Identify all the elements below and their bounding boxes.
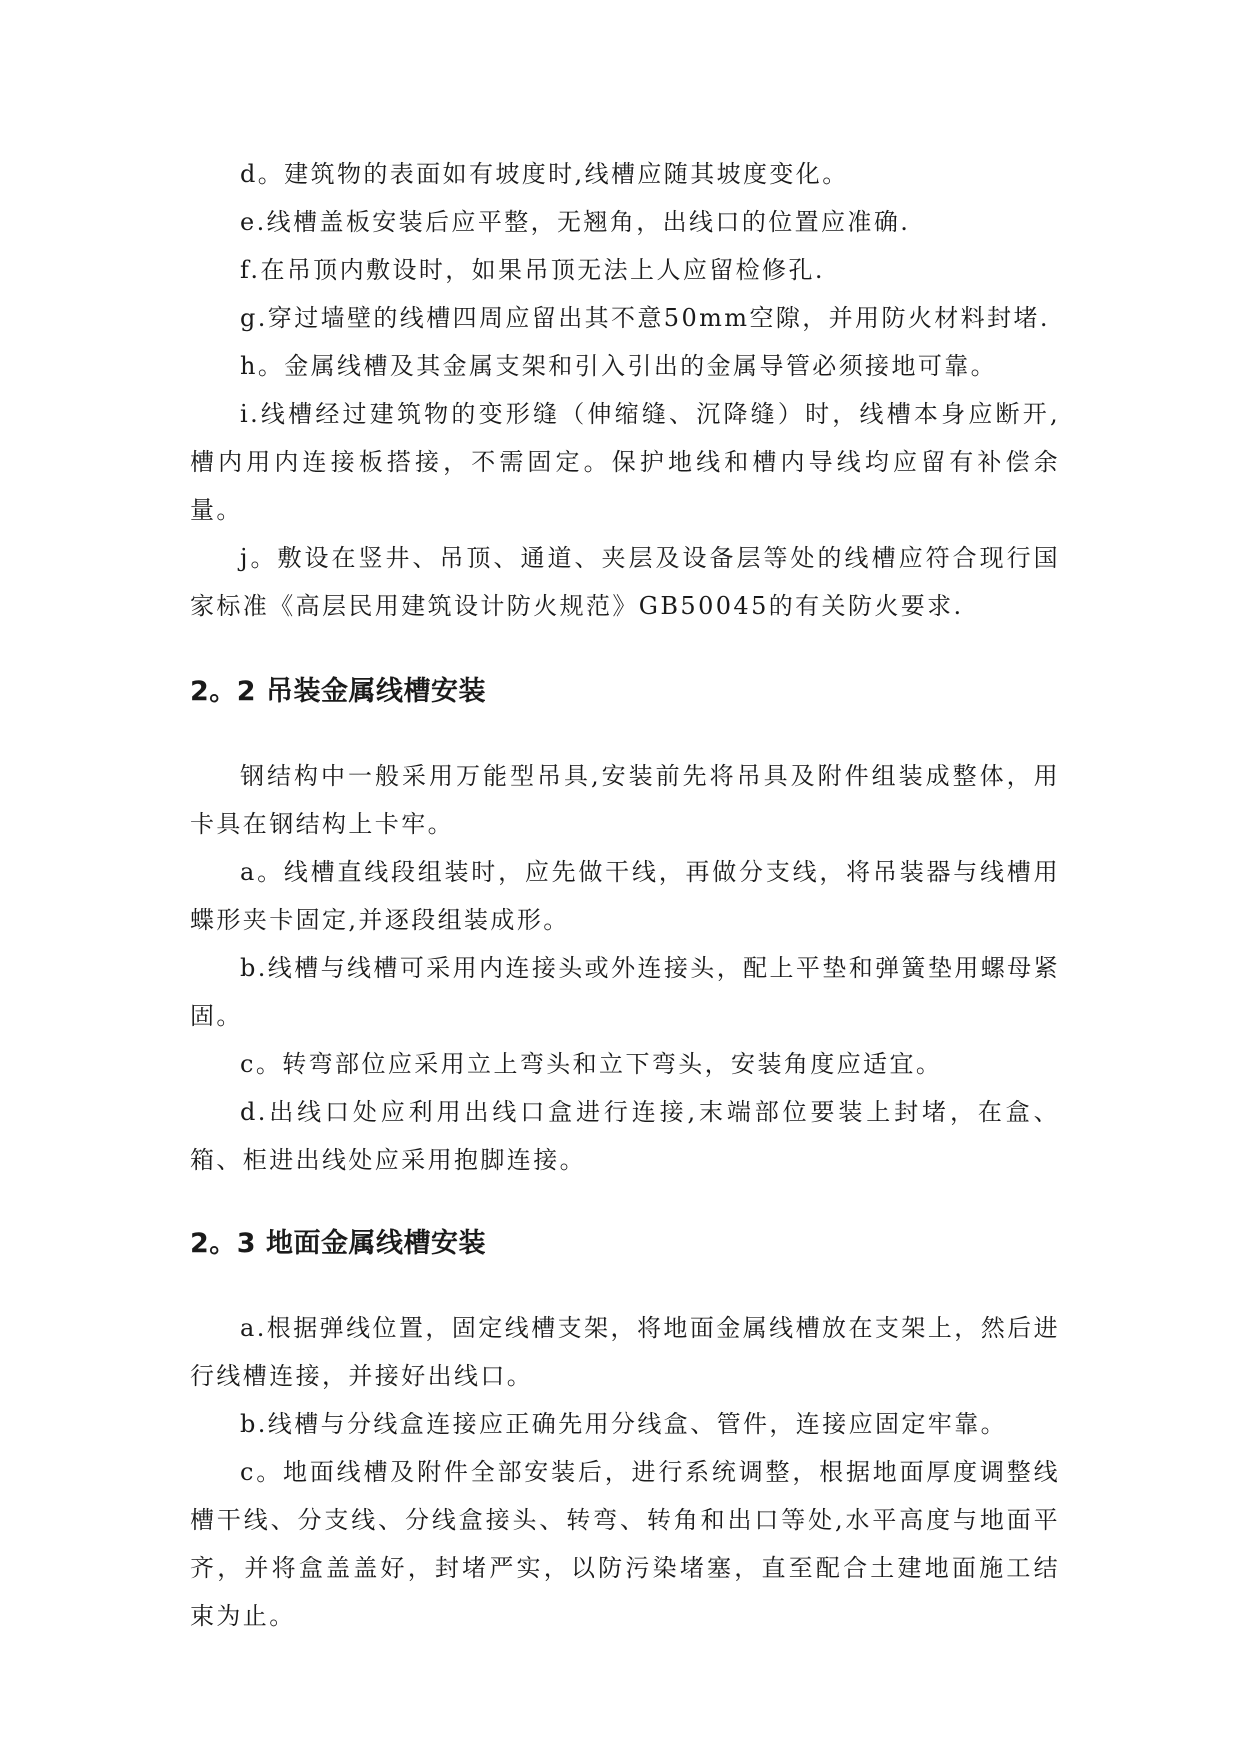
paragraph-2-2-a: a。线槽直线段组装时，应先做干线，再做分支线，将吊装器与线槽用蝶形夹卡固定,并逐段组装成形。	[190, 858, 1060, 934]
paragraph-f: f.在吊顶内敷设时，如果吊顶无法上人应留检修孔.	[240, 256, 825, 284]
section-2-3-body	[190, 1304, 1060, 1640]
paragraph-2-2-b: b.线槽与线槽可采用内连接头或外连接头，配上平垫和弹簧垫用螺母紧固。	[190, 954, 1060, 1030]
paragraph-2-2-c: c。转弯部位应采用立上弯头和立下弯头，安装角度应适宜。	[240, 1050, 943, 1078]
paragraph-j: j。敷设在竖井、吊顶、通道、夹层及设备层等处的线槽应符合现行国家标准《高层民用建筑设计防火规范》GB50045的有关防火要求.	[190, 544, 1060, 620]
paragraph-h: h。金属线槽及其金属支架和引入引出的金属导管必须接地可靠。	[240, 352, 998, 380]
paragraph-2-2-intro: 钢结构中一般采用万能型吊具,安装前先将吊具及附件组装成整体，用卡具在钢结构上卡牢。	[190, 762, 1060, 838]
paragraph-d: d。建筑物的表面如有坡度时,线槽应随其坡度变化。	[240, 160, 849, 188]
paragraph-2-3-b: b.线槽与分线盒连接应正确先用分线盒、管件，连接应固定牢靠。	[240, 1410, 1007, 1438]
paragraph-2-3-a: a.根据弹线位置，固定线槽支架，将地面金属线槽放在支架上，然后进行线槽连接，并接好出线口。	[190, 1314, 1060, 1390]
section-2-2-body	[190, 752, 1060, 1184]
heading-section-2-3: 2。3 地面金属线槽安装	[190, 1228, 486, 1259]
paragraph-g: g.穿过墙壁的线槽四周应留出其不意50mm空隙，并用防火材料封堵.	[240, 304, 1050, 332]
section-intro	[190, 150, 1060, 630]
paragraph-e: e.线槽盖板安装后应平整，无翘角，出线口的位置应准确.	[240, 208, 911, 236]
heading-section-2-2: 2。2 吊装金属线槽安装	[190, 676, 486, 707]
paragraph-2-2-d: d.出线口处应利用出线口盒进行连接,末端部位要装上封堵，在盒、箱、柜进出线处应采用抱脚连接。	[190, 1098, 1060, 1174]
paragraph-2-3-c: c。地面线槽及附件全部安装后，进行系统调整，根据地面厚度调整线槽干线、分支线、分线盒接头、转弯、转角和出口等处,水平高度与地面平齐，并将盒盖盖好，封堵严实，以防污染堵塞，直至配合土建地面施工结束为止。	[190, 1458, 1060, 1630]
paragraph-i: i.线槽经过建筑物的变形缝（伸缩缝、沉降缝）时，线槽本身应断开,槽内用内连接板搭接，不需固定。保护地线和槽内导线均应留有补偿余量。	[190, 400, 1060, 524]
document-page	[190, 150, 1060, 1640]
